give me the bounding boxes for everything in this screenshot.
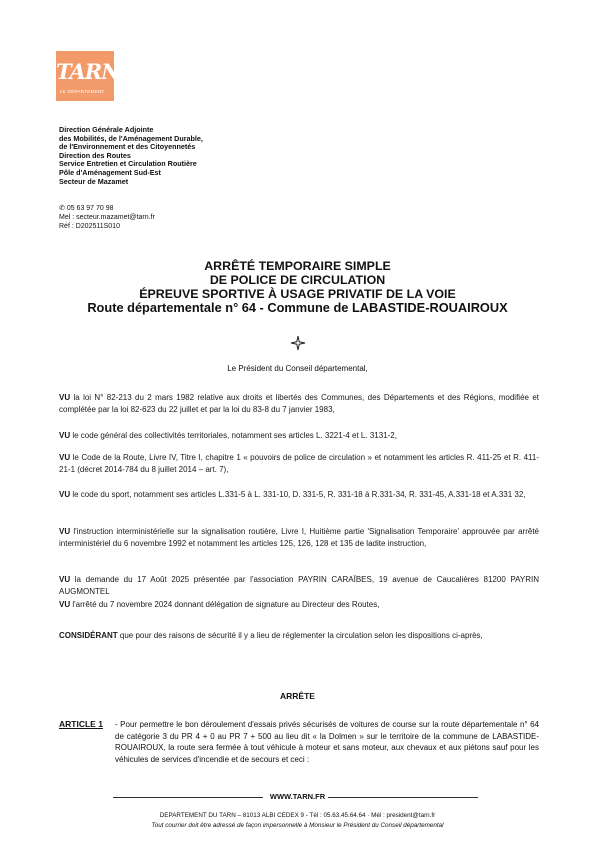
arrete-heading: ARRÊTE [280, 691, 315, 701]
considerant-text: que pour des raisons de sécurité il y a lieu de réglementer la circulation selon les dispositions ci-après, [117, 631, 483, 640]
visa-lead: VU [59, 600, 71, 609]
visa-text: le Code de la Route, Livre IV, Titre I, chapitre 1 « pouvoirs de police de circulation » et notamment les articles R. 411-25 et R. 411-21-1 (décret 2014-784 du 8 juillet 2014 – art. 7), [59, 453, 539, 474]
direction-line: de l'Environnement et des Citoyennetés [59, 142, 196, 152]
footer-website[interactable]: WWW.TARN.FR [269, 792, 326, 801]
visa-lead: VU [59, 393, 71, 402]
direction-line: Service Entretien et Circulation Routière [59, 159, 197, 169]
direction-line: Direction des Routes [59, 150, 131, 160]
visa-paragraph [59, 452, 539, 475]
direction-line: Secteur de Mazamet [59, 176, 129, 186]
direction-line: des Mobilités, de l'Aménagement Durable, [59, 133, 203, 143]
direction-line: Pôle d'Aménagement Sud-Est [59, 167, 161, 177]
article-1-label: ARTICLE 1 [59, 719, 103, 729]
phone-icon: ✆ [59, 205, 65, 212]
visa-lead: VU [59, 453, 71, 462]
direction-block [59, 126, 203, 186]
article-1-text: - Pour permettre le bon déroulement d'essais privés sécurisés de voitures de course sur la route départementale n° 64 de catégorie 3 du PR 4 + 0 au PR 7 + 500 au lieu dit « la Dolmen » sur le territoire de la commune de LABASTIDE-ROUAIROUX, la route sera fermée à tout véhicule à moteur et sans moteur, aux chevaux et aux piétons sauf pour les véhicules de services d'incendie et de secours et ceci : [115, 720, 539, 764]
visa-lead: VU [59, 431, 71, 440]
visa-lead: VU [59, 575, 71, 584]
visa-text: le code général des collectivités territoriales, notamment ses articles L. 3221-4 et L. 3131-2, [70, 431, 397, 440]
visa-paragraph [59, 599, 539, 611]
visa-paragraph [59, 526, 539, 549]
visa-lead: VU [59, 527, 71, 536]
phone-line [59, 204, 155, 213]
mail-line[interactable]: Mel : secteur.mazamet@tarn.fr [59, 214, 155, 221]
visa-paragraph [59, 392, 539, 415]
visa-text: le code du sport, notamment ses articles L.331-5 à L. 331-10, D. 331-5, R. 331-18 à R.331-34, R. 331-45, A.331-18 et A.331 32, [70, 490, 526, 499]
visa-text: l'instruction interministérielle sur la signalisation routière, Livre I, Huitième partie 'Signalisation Temporaire' approuvée par arrêté interministériel du 6 novembre 1992 et notamment les articles 125, 126, 128 et 135 de ladite instruction, [59, 527, 539, 548]
considerant-paragraph [59, 630, 539, 642]
star-separator-icon [290, 335, 306, 351]
logo-subtitle: LE DÉPARTEMENT [60, 89, 105, 94]
direction-line: Direction Générale Adjointe [59, 125, 154, 134]
title-line-1: ARRÊTÉ TEMPORAIRE SIMPLE [204, 259, 391, 273]
phone-number: 05 63 97 70 98 [66, 205, 114, 212]
president-line: Le Président du Conseil départemental, [227, 364, 368, 373]
tarn-logo [56, 51, 120, 101]
visa-lead: VU [59, 490, 71, 499]
visa-text: la loi N° 82-213 du 2 mars 1982 relative aux droits et libertés des Communes, des Départements et des Régions, modifiée et complétée par la loi 82-623 du 22 juillet et par la loi du 83-8 du 7 janvier 1983, [59, 393, 539, 414]
visa-paragraph [59, 574, 539, 597]
title-line-4: Route départementale n° 64 - Commune de LABASTIDE-ROUAIROUX [87, 300, 508, 315]
considerant-lead: CONSIDÉRANT [59, 631, 118, 640]
visa-paragraph [59, 489, 539, 501]
document-title [0, 259, 595, 315]
reference-line: Réf : D202511S010 [59, 223, 120, 230]
visa-paragraph [59, 430, 539, 442]
visa-text: l'arrêté du 7 novembre 2024 donnant délégation de signature au Directeur des Routes, [70, 600, 380, 609]
footer-note: Tout courrier doit être adressé de façon impersonnelle à Monsieur le Président du Conseil départemental [151, 822, 444, 829]
visa-text: la demande du 17 Août 2025 présentée par l'association PAYRIN CARAÏBES, 19 avenue de Caucalières 81200 PAYRIN AUGMONTEL [59, 575, 539, 596]
title-line-3: ÉPREUVE SPORTIVE À USAGE PRIVATIF DE LA VOIE [139, 287, 456, 301]
logo-word: TARN [56, 59, 120, 84]
contact-block [59, 204, 155, 231]
title-line-2: DE POLICE DE CIRCULATION [209, 273, 386, 287]
footer-address: DEPARTEMENT DU TARN – 81013 ALBI CEDEX 9 - Tél : 05.63.45.64.64 · Mél : president@tarn.fr [159, 812, 436, 819]
